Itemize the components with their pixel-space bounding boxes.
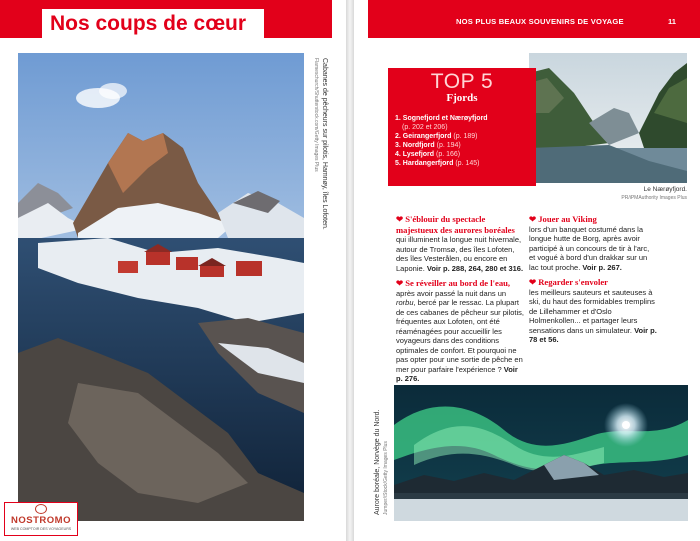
page-number: 11 xyxy=(667,17,676,26)
aurores-ref: Voir p. 288, 264, 280 et 316. xyxy=(426,263,524,273)
envoler-text: les meilleurs sauteurs et sauteuses à ski, du haut des formidables tremplins de Lillehammer et d'Oslo Holmenkollen... et partager leurs sensations dans un simulateur. xyxy=(529,287,655,335)
aurores-item xyxy=(396,214,524,273)
aurora-credit: Jumper/iStock/Getty Images Plus xyxy=(383,441,389,515)
fjord-photo xyxy=(529,53,687,183)
aurores-title: S'éblouir du spectacle majestueux des aurores boréales xyxy=(396,214,515,235)
list-item: 3. Nordfjord (p. 194) xyxy=(395,142,461,149)
list-item: 2. Geirangerfjord (p. 189) xyxy=(395,133,478,140)
list-item: 4. Lysefjord (p. 166) xyxy=(395,151,461,158)
text-column-2 xyxy=(529,214,657,350)
aurora-photo xyxy=(394,385,688,521)
nostromo-logo xyxy=(4,502,78,536)
title-banner xyxy=(0,0,332,38)
top5-box xyxy=(388,68,536,186)
top5-list xyxy=(395,114,535,168)
envoler-item xyxy=(529,277,657,345)
envoler-ref: Voir p. 78 et 56. xyxy=(529,325,657,344)
top5-title: TOP 5 xyxy=(430,70,494,93)
rorbu-ref: Voir p. 276. xyxy=(396,364,518,383)
hamnoy-credit: Flameschurch/Shutterstock.com/Getty Images Plus xyxy=(313,58,319,172)
fjord-caption xyxy=(529,186,687,202)
hamnoy-photo xyxy=(18,53,304,521)
fjord-credit: PR/iPMAuthority Images Plus xyxy=(621,195,687,201)
header-banner xyxy=(368,0,700,38)
aurora-caption-text: Aurore boréale, Norvège du Nord. xyxy=(374,409,381,515)
heart-icon: ❤ xyxy=(396,214,404,224)
book-gutter xyxy=(346,0,354,541)
viking-text: lors d'un banquet costumé dans la longue hutte de Borg, après avoir participé à un concours de tir à l'arc, et vogué à bord d'un drakkar sur un lac tout proche. xyxy=(529,224,650,272)
rorbu-item xyxy=(396,278,524,384)
running-header: NOS PLUS BEAUX SOUVENIRS DE VOYAGE xyxy=(456,17,624,26)
heart-icon: ❤ xyxy=(396,278,404,288)
right-page xyxy=(354,0,700,541)
aurores-text: qui illuminent la longue nuit hivernale, autour de Tromsø, des îles Lofoten, des îles Vesterålen, ou encore en Laponie. xyxy=(396,235,522,273)
viking-ref: Voir p. 267. xyxy=(582,262,622,272)
hamnoy-caption xyxy=(306,58,328,298)
viking-item xyxy=(529,214,657,272)
rorbu-italic: rorbu xyxy=(396,298,414,307)
list-item: 1. Sognefjord et Nærøyfjord (p. 202 et 206) xyxy=(395,115,488,131)
left-page xyxy=(0,0,346,541)
envoler-title: Regarder s'envoler xyxy=(538,277,608,287)
top5-subtitle: Fjords xyxy=(446,92,478,104)
rorbu-text1: après avoir passé la nuit dans un xyxy=(396,288,507,298)
page-title: Nos coups de cœur xyxy=(50,12,247,35)
aurora-caption xyxy=(374,395,392,515)
logo-name: NOSTROMO xyxy=(11,515,71,526)
rorbu-text2: , bercé par le ressac. La plupart de ces cabanes de pêcheur sur pilotis, fréquentes aux Lofoten, ont été réaménagées pour accueillir les voyageurs dans des conditions optimales de confort. Et pourquoi ne pas opter pour une sortie de pêche en mer pour parfaire l'expérience ? xyxy=(396,298,524,374)
rorbu-title: Se réveiller au bord de l'eau, xyxy=(405,278,511,288)
hamnoy-caption-text: Cabanes de pêcheurs sur pilotis, Hamnøy, îles Lofoten. xyxy=(321,58,328,230)
heart-icon: ❤ xyxy=(529,214,537,224)
list-item: 5. Hardangerfjord (p. 145) xyxy=(395,160,480,167)
text-column-1 xyxy=(396,214,524,389)
heart-icon: ❤ xyxy=(529,277,537,287)
globe-icon xyxy=(35,504,47,514)
viking-title: Jouer au Viking xyxy=(538,214,597,224)
logo-tagline: WEB COMPTOIR DES VOYAGEURS xyxy=(10,527,72,531)
fjord-caption-text: Le Nærøyfjord. xyxy=(643,186,687,193)
